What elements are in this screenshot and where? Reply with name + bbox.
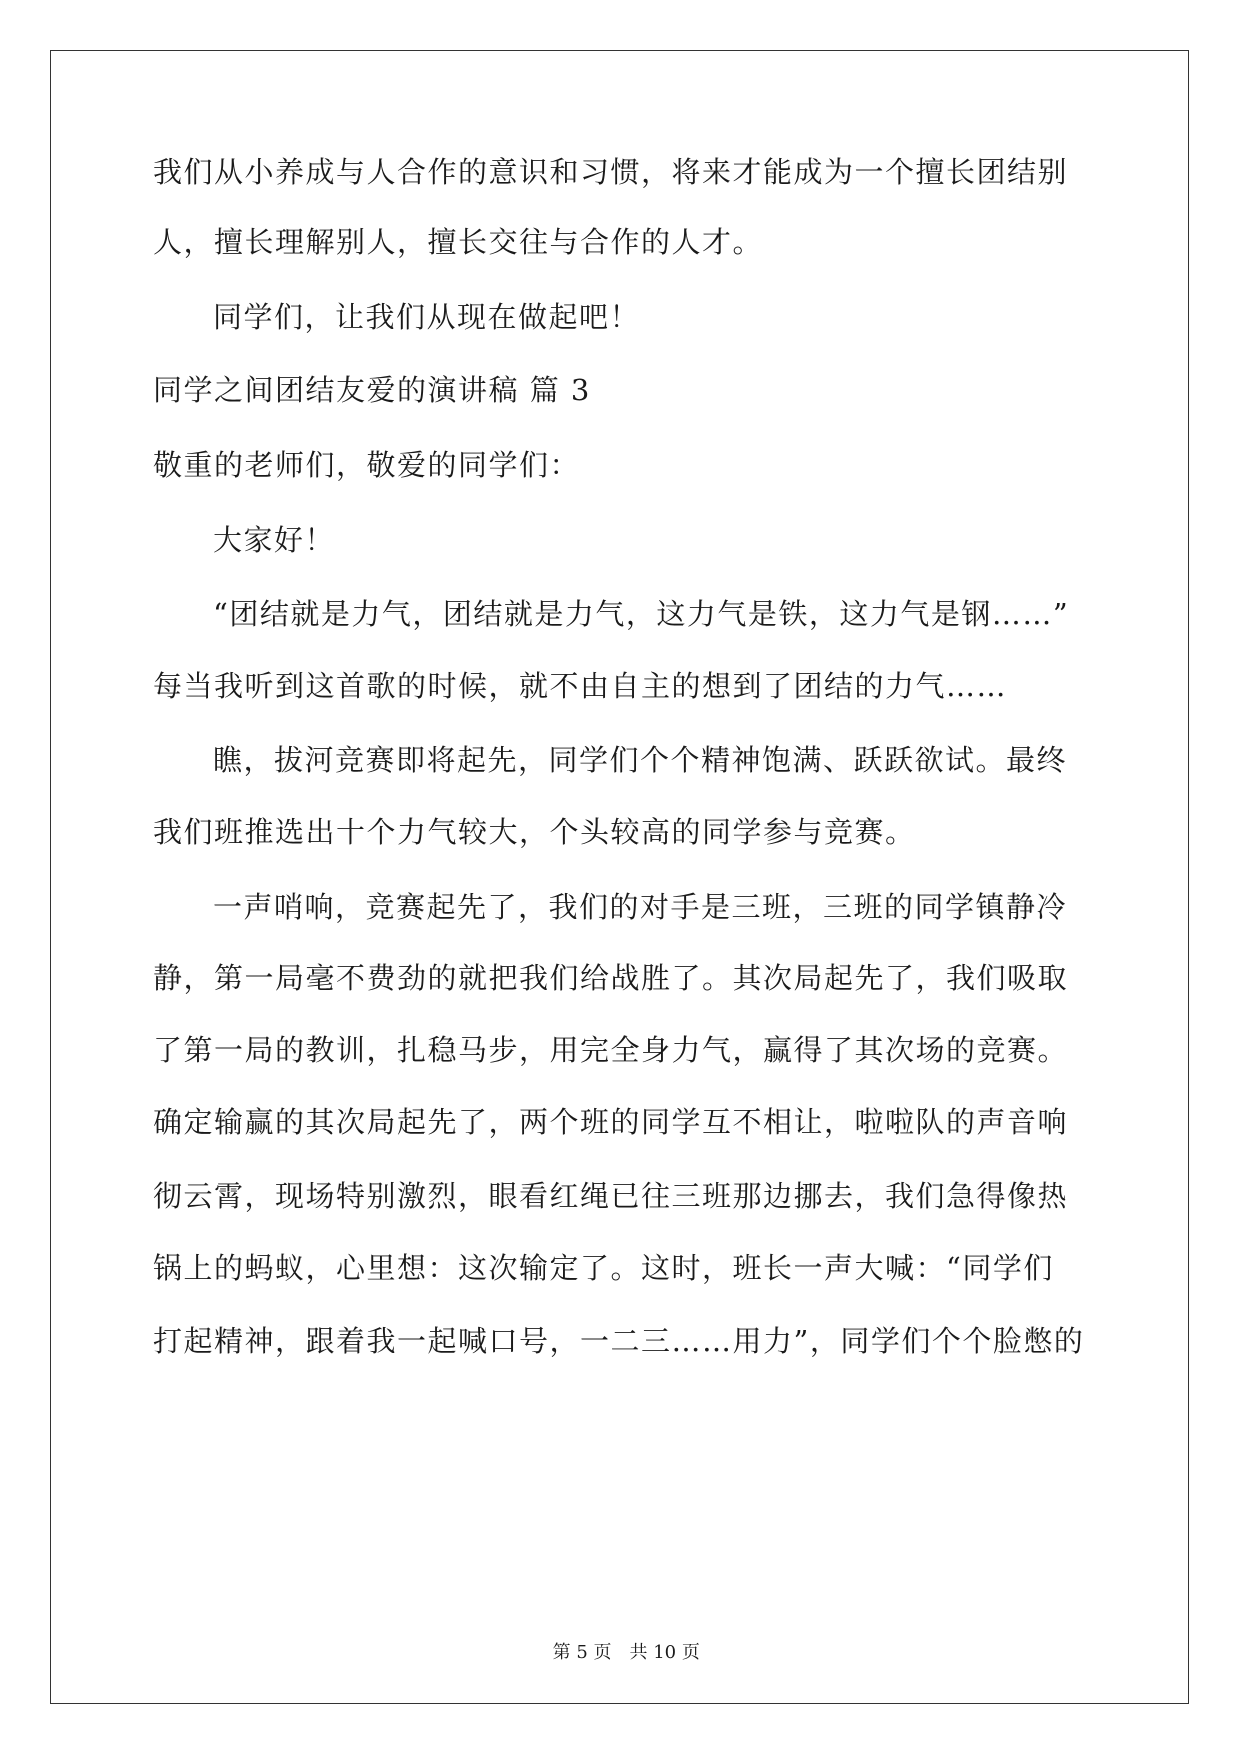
paragraph-line: 一声哨响，竞赛起先了，我们的对手是三班，三班的同学镇静冷 xyxy=(213,890,1068,924)
paragraph-line: 打起精神，跟着我一起喊口号，一二三……用力”，同学们个个脸憋的 xyxy=(153,1324,1085,1358)
paragraph-line: 人，擅长理解别人，擅长交往与合作的人才。 xyxy=(153,225,764,259)
paragraph-line: 每当我听到这首歌的时候，就不由自主的想到了团结的力气…… xyxy=(153,669,1008,703)
paragraph-line: 彻云霄，现场特别激烈，眼看红绳已往三班那边挪去，我们急得像热 xyxy=(153,1179,1069,1213)
page-number: 第 5 页 共 10 页 xyxy=(552,1642,700,1663)
paragraph-line: 我们从小养成与人合作的意识和习惯，将来才能成为一个擅长团结别 xyxy=(153,155,1069,189)
greeting: 大家好！ xyxy=(213,523,336,557)
paragraph-line: 确定输赢的其次局起先了，两个班的同学互不相让，啦啦队的声音响 xyxy=(153,1105,1069,1139)
paragraph-line: 了第一局的教训，扎稳马步，用完全身力气，赢得了其次场的竞赛。 xyxy=(153,1033,1069,1067)
paragraph-line: 静，第一局毫不费劲的就把我们给战胜了。其次局起先了，我们吸取 xyxy=(153,961,1069,995)
page-footer xyxy=(0,1617,1241,1665)
paragraph-line: 我们班推选出十个力气较大，个头较高的同学参与竞赛。 xyxy=(153,815,916,849)
paragraph-line: “团结就是力气，团结就是力气，这力气是铁，这力气是钢……” xyxy=(213,597,1070,631)
paragraph-line: 瞧，拔河竞赛即将起先，同学们个个精神饱满、跃跃欲试。最终 xyxy=(213,743,1068,777)
section-heading: 同学之间团结友爱的演讲稿 篇 3 xyxy=(153,373,591,407)
paragraph-line: 同学们，让我们从现在做起吧！ xyxy=(213,300,641,334)
salutation: 敬重的老师们，敬爱的同学们： xyxy=(153,448,581,482)
paragraph-line: 锅上的蚂蚁，心里想：这次输定了。这时，班长一声大喊：“同学们 xyxy=(153,1251,1054,1285)
